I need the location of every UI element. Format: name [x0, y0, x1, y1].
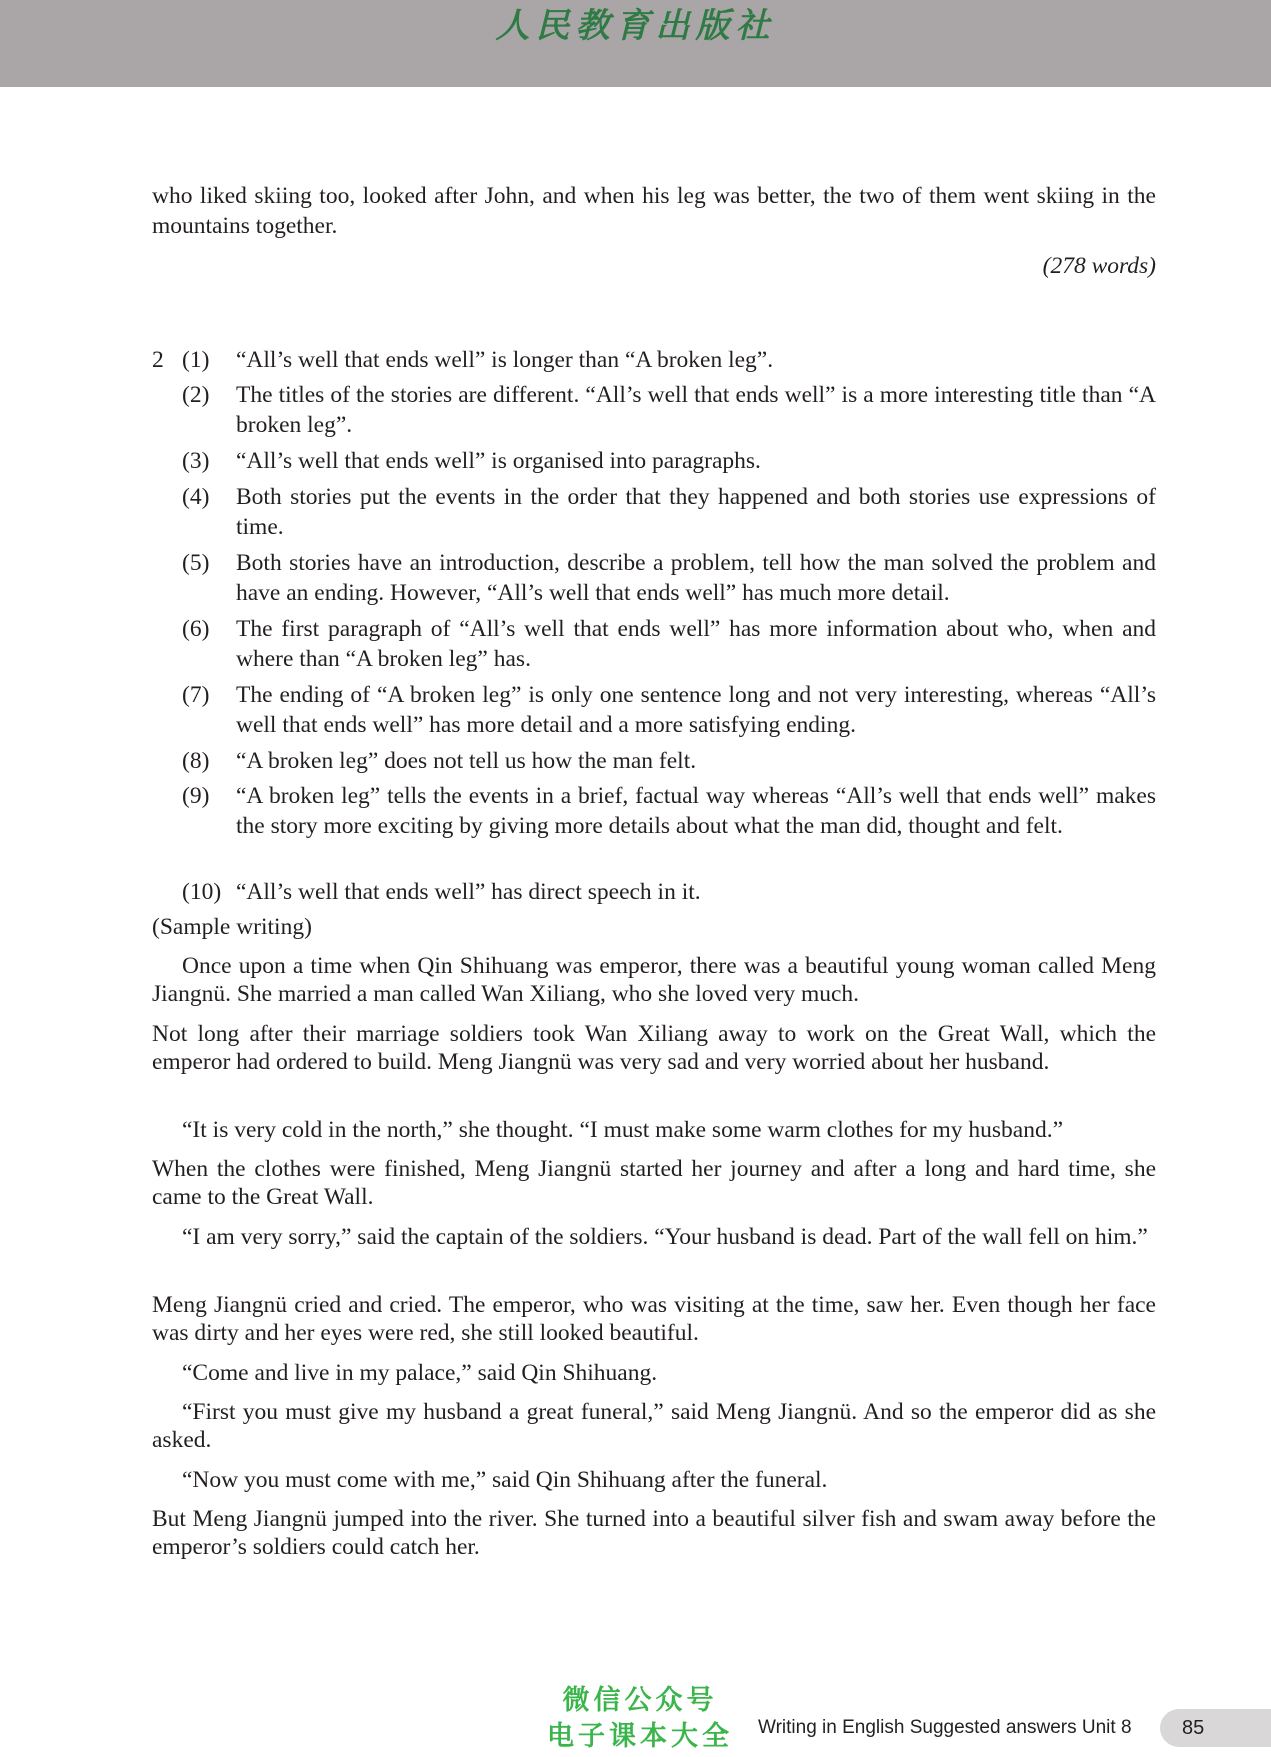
item-number: (1) [182, 347, 210, 373]
answer-item [152, 746, 1156, 776]
watermark-line-1: 微信公众号 [562, 1685, 718, 1716]
item-number: (8) [182, 748, 210, 774]
item-text: Both stories have an introduction, describe a problem, tell how the man solved the problem and have an ending. However, “All’s well that ends well” has much more detail. [236, 550, 1156, 606]
publisher-logo: 人民教育出版社 [495, 6, 776, 46]
story-paragraph: “Come and live in my palace,” said Qin Shihuang. [182, 1360, 658, 1386]
item-text: “All’s well that ends well” is organised into paragraphs. [236, 448, 761, 474]
question-number: 2 [152, 347, 164, 373]
item-text: “A broken leg” tells the events in a brief, factual way whereas “All’s well that ends well” makes the story more exciting by giving more details about what the man did, thought and felt. [236, 783, 1156, 839]
item-number: (10) [182, 879, 222, 905]
page-number-tab [1160, 1709, 1271, 1747]
answer-item [152, 614, 1156, 674]
page-number: 85 [1182, 1717, 1205, 1739]
answer-item [152, 781, 1156, 841]
answer-item [152, 548, 1156, 608]
story-paragraph: But Meng Jiangnü jumped into the river. She turned into a beautiful silver fish and swam away before the emperor’s soldiers could catch her. [152, 1506, 1156, 1560]
watermark-line-2: 电子课本大全 [547, 1721, 733, 1752]
story-paragraph: Once upon a time when Qin Shihuang was emperor, there was a beautiful young woman called Meng Jiangnü. She married a man called Wan Xiliang, who she loved very much. [152, 953, 1156, 1007]
story-paragraph: “I am very sorry,” said the captain of the soldiers. “Your husband is dead. Part of the wall fell on him.” [182, 1224, 1148, 1250]
intro-paragraph: who liked skiing too, looked after John, and when his leg was better, the two of them went skiing in the mountains together. [152, 183, 1156, 239]
item-number: (5) [182, 550, 210, 576]
item-number: (3) [182, 448, 210, 474]
item-text: “A broken leg” does not tell us how the man felt. [236, 748, 697, 774]
story-paragraph: “It is very cold in the north,” she thought. “I must make some warm clothes for my husband.” [182, 1117, 1064, 1143]
item-number: (7) [182, 682, 210, 708]
item-text: “All’s well that ends well” has direct speech in it. [236, 879, 701, 905]
item-number: (6) [182, 616, 210, 642]
item-number: (2) [182, 382, 210, 408]
story-paragraph: “Now you must come with me,” said Qin Shihuang after the funeral. [182, 1467, 828, 1493]
item-text: Both stories put the events in the order that they happened and both stories use expressions of time. [236, 484, 1156, 540]
item-text: The first paragraph of “All’s well that ends well” has more information about who, when and where than “A broken leg” has. [236, 616, 1156, 672]
item-number: (4) [182, 484, 210, 510]
item-text: The ending of “A broken leg” is only one sentence long and not very interesting, whereas “All’s well that ends well” has more detail and a more satisfying ending. [236, 682, 1156, 738]
answer-item [152, 482, 1156, 542]
item-text: “All’s well that ends well” is longer than “A broken leg”. [236, 347, 774, 373]
story-paragraph: When the clothes were finished, Meng Jiangnü started her journey and after a long and hard time, she came to the Great Wall. [152, 1156, 1156, 1210]
story-paragraph: Meng Jiangnü cried and cried. The emperor, who was visiting at the time, saw her. Even though her face was dirty and her eyes were red, she still looked beautiful. [152, 1292, 1156, 1346]
story-paragraph: “First you must give my husband a great funeral,” said Meng Jiangnü. And so the emperor did as she asked. [152, 1399, 1156, 1453]
answer-item [152, 380, 1156, 440]
story-paragraph: Not long after their marriage soldiers took Wan Xiliang away to work on the Great Wall, which the emperor had ordered to build. Meng Jiangnü was very sad and very worried about her husband. [152, 1021, 1156, 1075]
answer-item [152, 446, 1156, 476]
answer-item [152, 680, 1156, 740]
item-number: (9) [182, 783, 210, 809]
answer-item [152, 345, 1156, 375]
item-text: The titles of the stories are different. “All’s well that ends well” is a more interesting title than “A broken leg”. [236, 382, 1156, 438]
footer-title: Writing in English Suggested answers Unit 8 [758, 1717, 1132, 1738]
word-count: (278 words) [1042, 253, 1156, 279]
sample-label: (Sample writing) [152, 914, 312, 940]
answer-item [152, 877, 1156, 907]
